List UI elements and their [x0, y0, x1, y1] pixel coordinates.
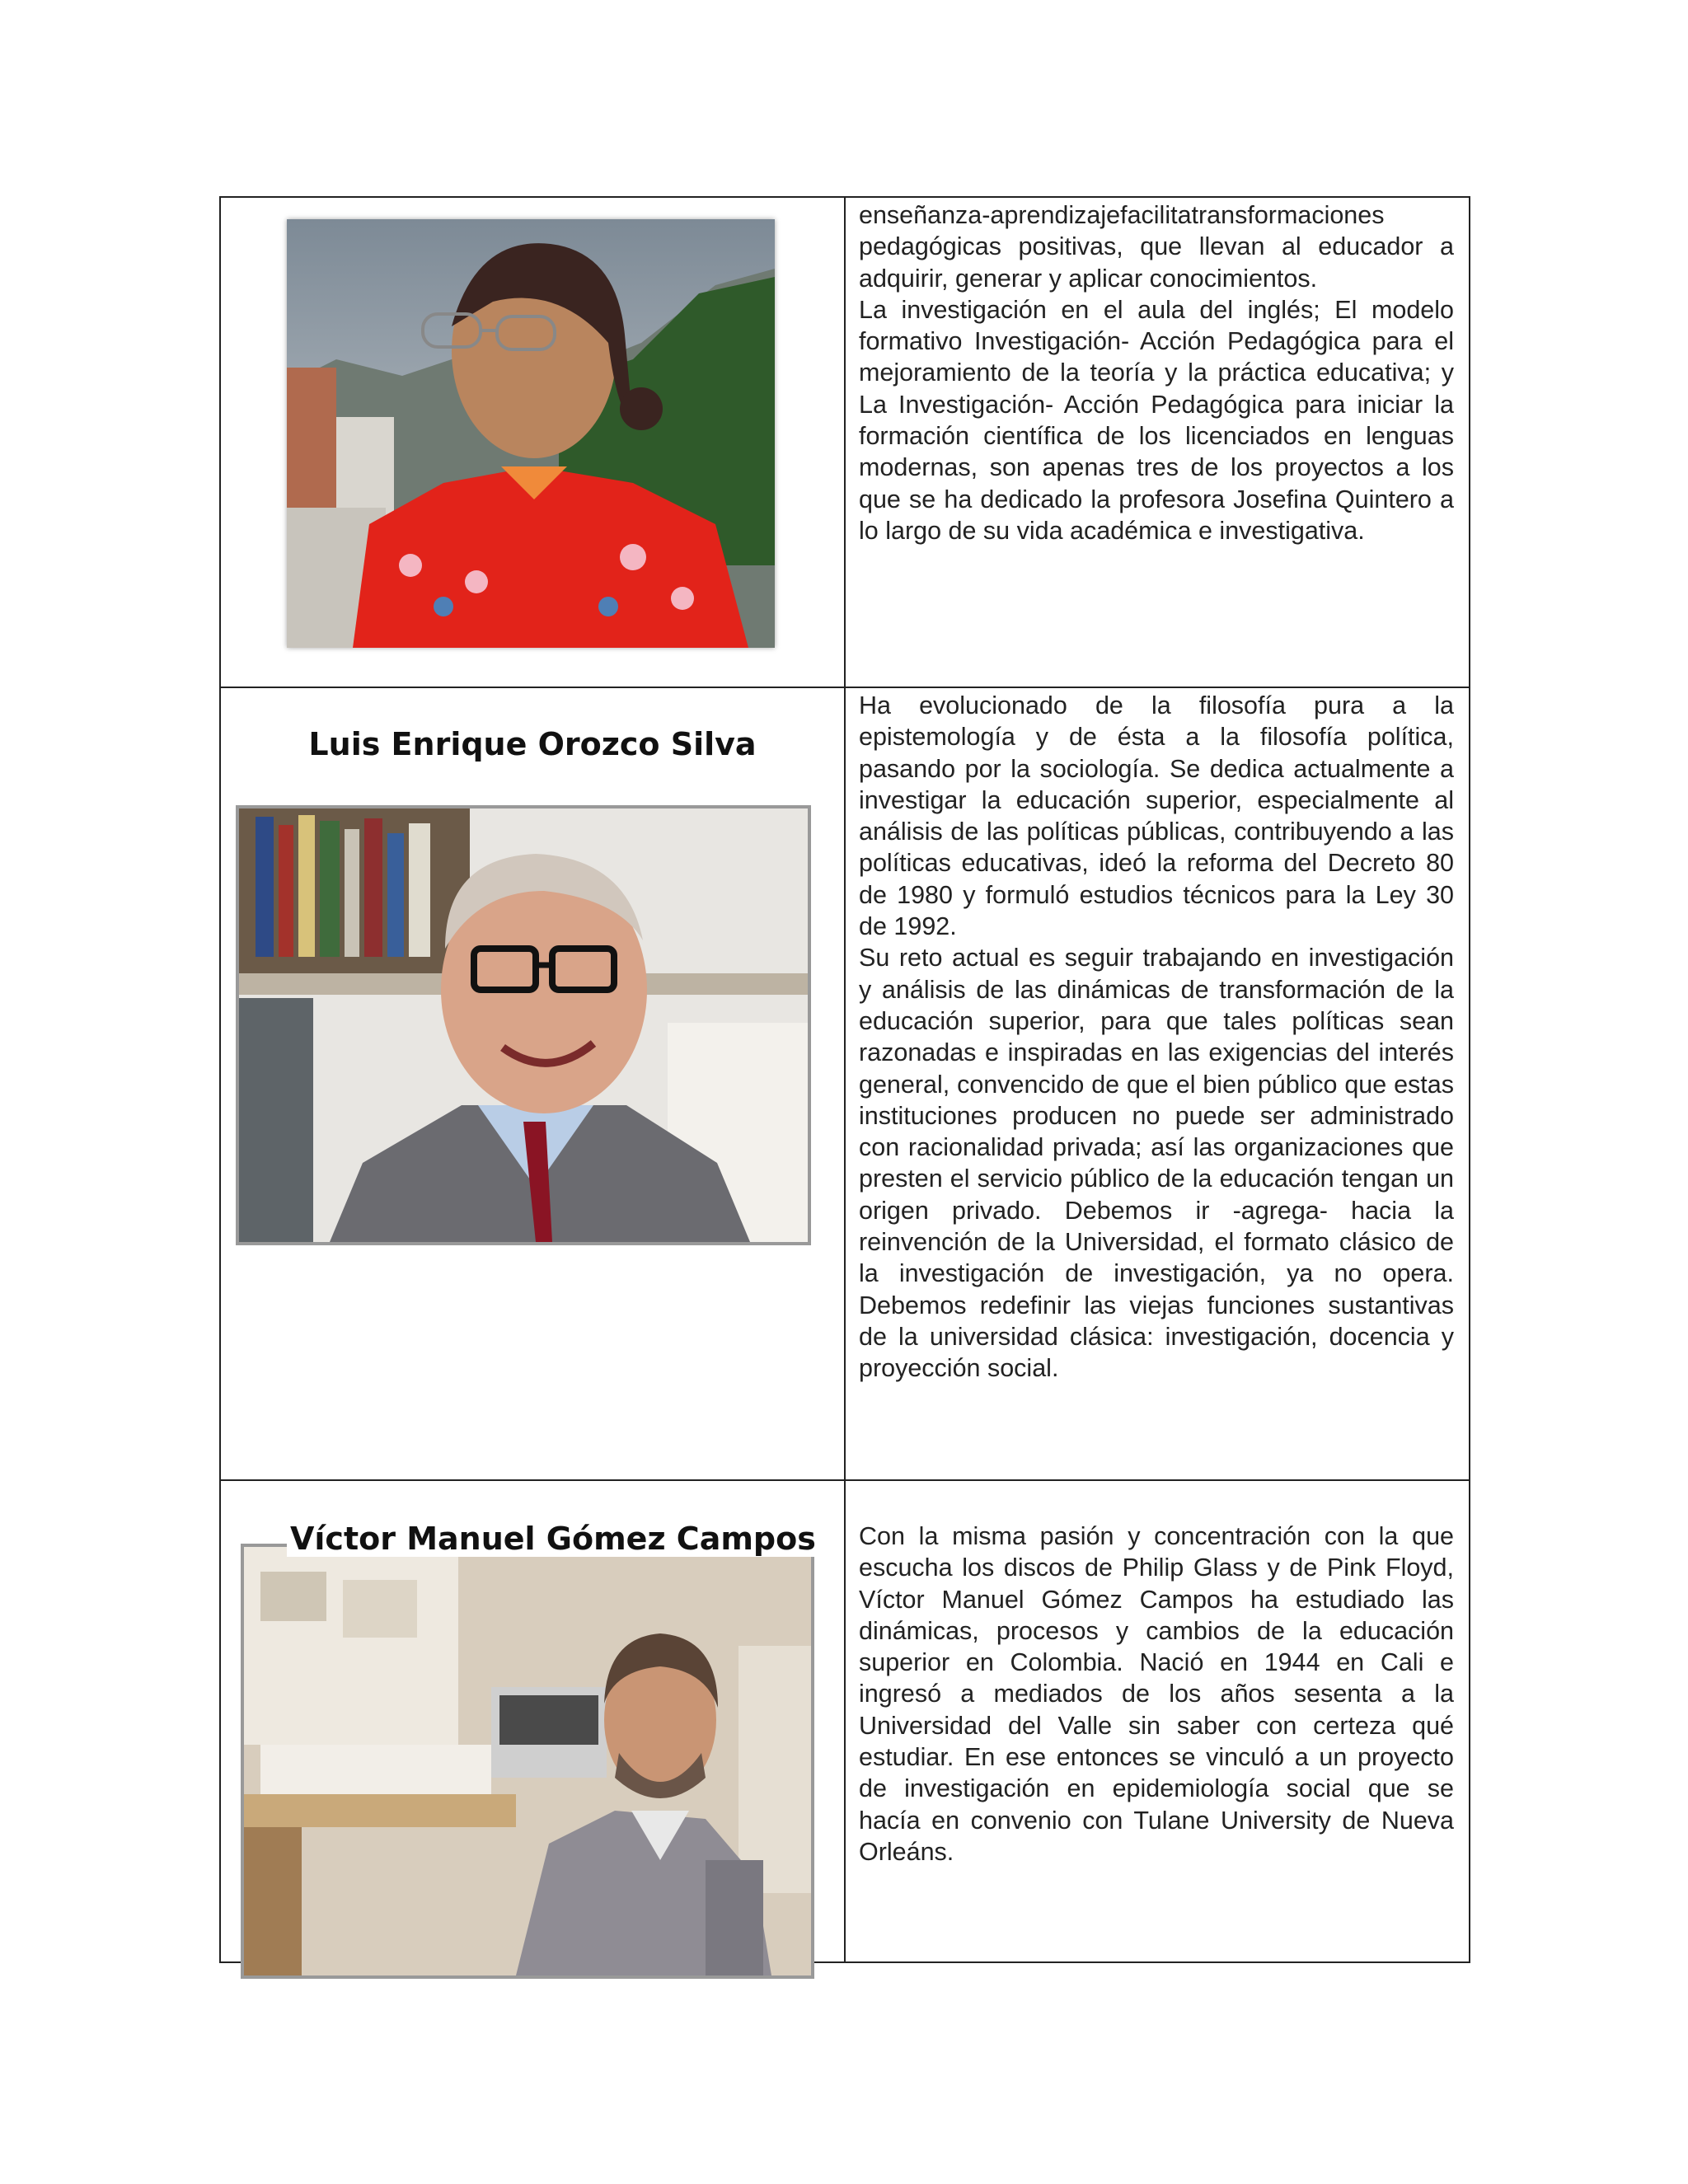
bio-paragraph: La investigación en el aula del inglés; El modelo formativo Investigación- Acción Pedagógica para el mejoramiento de la teoría y la práctica educativa; y La Investigación- Acción Pedagógica para iniciar la formación científica de los licenciados en lenguas modernas, son apenas tres de los proyectos a los que se ha dedicado la profesora Josefina Quintero a lo largo de su vida académica e investigativa. — [859, 295, 1454, 545]
bio-cell-luis — [845, 687, 1470, 1480]
person-name: Víctor Manuel Gómez Campos — [287, 1521, 819, 1557]
portrait-photo-josefina — [287, 219, 775, 648]
portrait-photo-victor — [241, 1544, 814, 1979]
profile-row-victor — [220, 1480, 1470, 1962]
photo-cell — [220, 197, 845, 687]
portrait-photo-luis — [236, 805, 811, 1245]
profile-row-luis — [220, 687, 1470, 1480]
bio-paragraph: Ha evolucionado de la filosofía pura a la epistemología y de ésta a la filosofía política, pasando por la sociología. Se dedica actualmente a investigar la educación superior, especialmente al análisis de las políticas públicas, contribuyendo a las políticas educativas, ideó la reforma del Decreto 80 de 1980 y formuló estudios técnicos para la Ley 30 de 1992. — [859, 691, 1454, 941]
profile-row-josefina — [220, 197, 1470, 687]
photo-cell — [220, 687, 845, 1480]
bio-cell-josefina — [845, 197, 1470, 687]
person-name: Luis Enrique Orozco Silva — [308, 726, 757, 762]
bio-paragraph: enseñanza-aprendizajefacilitatransformaciones pedagógicas positivas, que llevan al educador a adquirir, generar y aplicar conocimientos. — [859, 201, 1454, 293]
bio-cell-victor — [845, 1480, 1470, 1962]
bio-paragraph: Con la misma pasión y concentración con la que escucha los discos de Philip Glass y de Pink Floyd, Víctor Manuel Gómez Campos ha estudiado las dinámicas, procesos y cambios de la educación superior en Colombia. Nació en 1944 en Cali e ingresó a mediados de los años sesenta a la Universidad del Valle sin saber con certeza qué estudiar. En ese entonces se vinculó a un proyecto de investigación en epidemiología social que se hacía en convenio con Tulane University de Nueva Orleáns. — [859, 1522, 1454, 1866]
photo-cell — [220, 1480, 845, 1962]
bio-paragraph: Su reto actual es seguir trabajando en investigación y análisis de las dinámicas de transformación de la educación superior, para que tales políticas sean razonadas e inspiradas en las exigencias del interés general, convencido de que el bien público que estas instituciones producen no puede ser administrado con racionalidad privada; así las organizaciones que presten el servicio público de la educación tengan un origen privado. Debemos ir -agrega- hacia la reinvención de la Universidad, el formato clásico de la investigación de investigación, ya no opera. Debemos redefinir las viejas funciones sustantivas de la universidad clásica: investigación, docencia y proyección social. — [859, 944, 1454, 1383]
profiles-table — [219, 196, 1470, 1963]
